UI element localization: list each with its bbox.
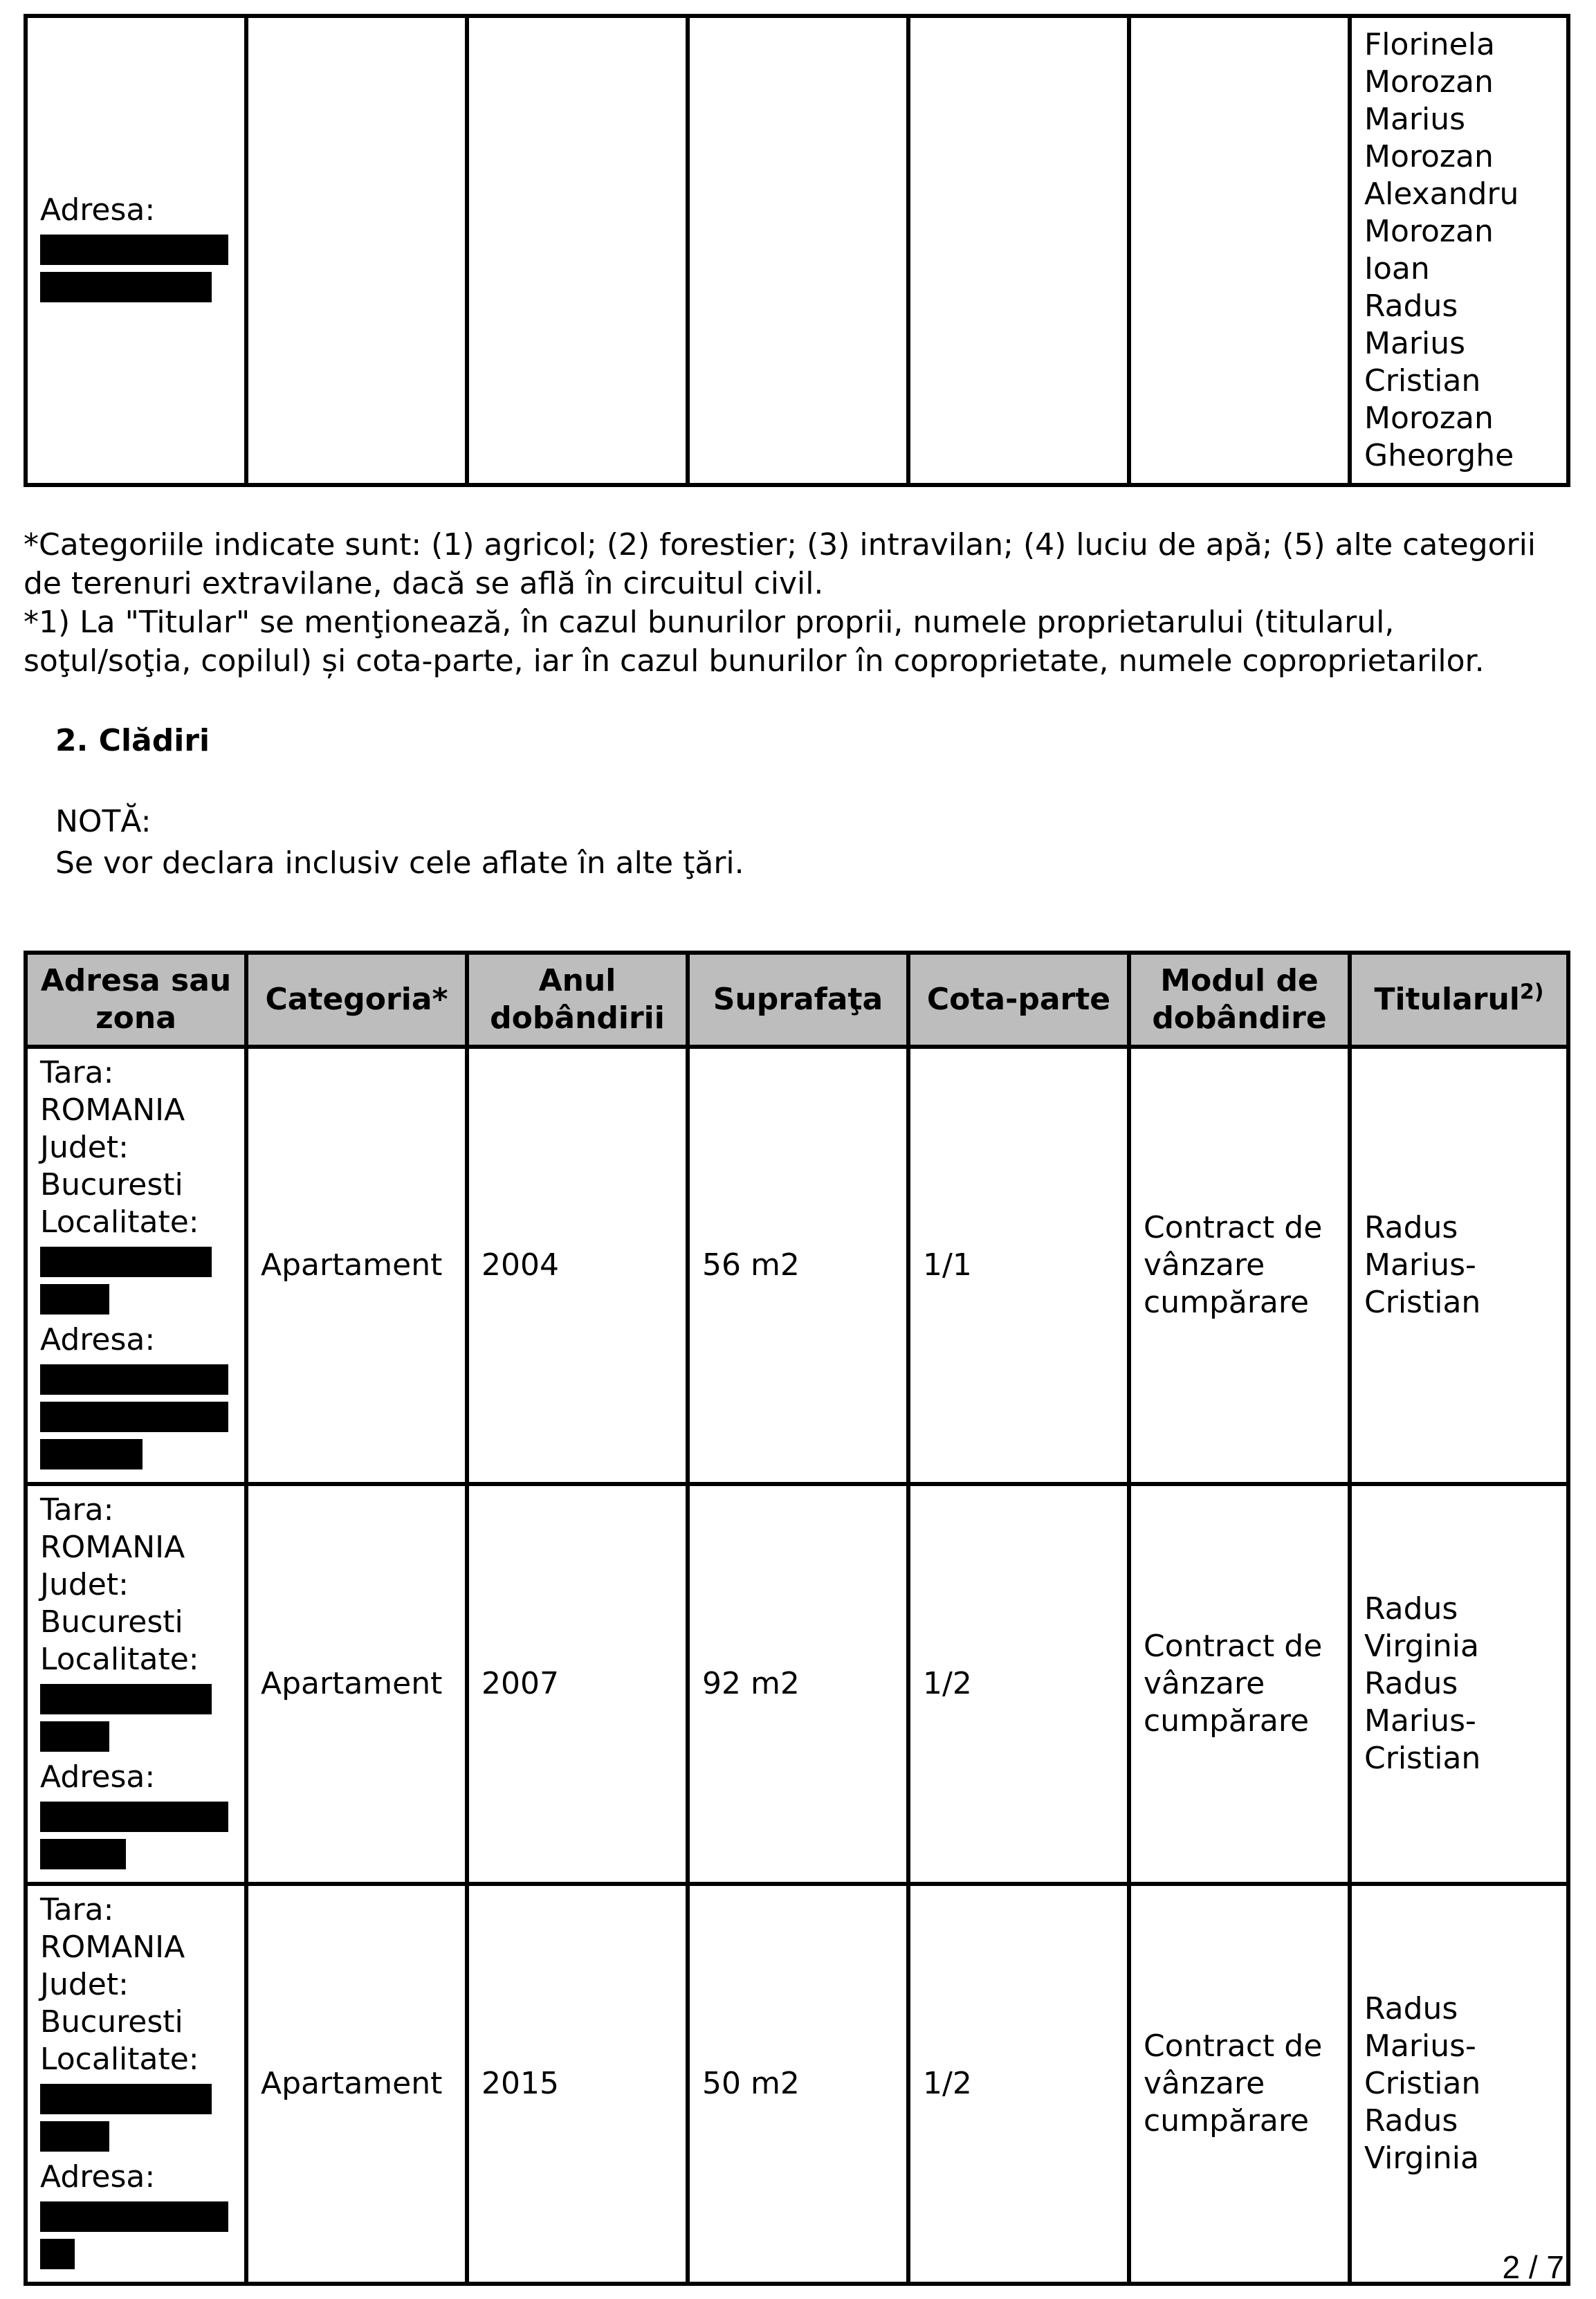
- owners-cell: [1350, 16, 1568, 485]
- address-cell: [26, 1884, 246, 2284]
- owner-name: Morozan: [1364, 64, 1494, 100]
- footnotes: [24, 526, 1566, 681]
- redaction-bar: [40, 1247, 212, 1277]
- table-row: [26, 1884, 1568, 2284]
- redaction-bar: [40, 1721, 109, 1752]
- county-label: Judet: Bucuresti: [40, 1130, 183, 1202]
- titular-note: *1) La "Titular" se menţionează, în cazul bunurilor proprii, numele proprietarului (titularul, soţul/soţia, copilul) și cota-parte, iar în cazul bunurilor în coproprietate, numele coproprietarilor.: [24, 605, 1485, 679]
- header-titular: [1350, 953, 1568, 1047]
- owner-name: Florinela: [1364, 27, 1495, 62]
- table-row: [26, 1484, 1568, 1884]
- year-cell: 2015: [467, 1884, 688, 2284]
- header-adresa: Adresa sau zona: [26, 953, 246, 1047]
- buildings-table: [24, 951, 1570, 2286]
- area-cell: 92 m2: [688, 1484, 908, 1884]
- locality-label: Localitate:: [40, 1642, 199, 1677]
- country-label: Tara: ROMANIA: [40, 1055, 185, 1128]
- county-label: Judet: Bucuresti: [40, 1967, 183, 2040]
- acquisition-mode-cell: Contract de vânzare cumpărare: [1129, 1884, 1350, 2284]
- county-label: Judet: Bucuresti: [40, 1567, 183, 1640]
- header-titular-label: Titularul: [1374, 982, 1520, 1017]
- table-row: [26, 1047, 1568, 1484]
- year-cell: 2007: [467, 1484, 688, 1884]
- locality-label: Localitate:: [40, 1205, 199, 1240]
- owner-name: Ioan: [1364, 251, 1430, 286]
- redaction-bar: [40, 1802, 228, 1832]
- header-anul: Anul dobândirii: [467, 953, 688, 1047]
- owner-name: Radus: [1364, 288, 1458, 324]
- category-cell: Apartament: [246, 1484, 467, 1884]
- area-cell: 56 m2: [688, 1047, 908, 1484]
- header-categoria: Categoria*: [246, 953, 467, 1047]
- address-label: Adresa:: [40, 2159, 156, 2195]
- empty-cell: [1129, 16, 1350, 485]
- address-cell: [26, 1484, 246, 1884]
- section-title: 2. Clădiri: [55, 723, 210, 758]
- address-cell: [26, 1047, 246, 1484]
- owner-name: Morozan: [1364, 214, 1494, 249]
- year-cell: 2004: [467, 1047, 688, 1484]
- redaction-bar: [40, 2239, 75, 2269]
- owner-name: Marius: [1364, 326, 1466, 361]
- nota-label: NOTĂ:: [55, 804, 152, 839]
- acquisition-mode-cell: Contract de vânzare cumpărare: [1129, 1047, 1350, 1484]
- category-cell: Apartament: [246, 1047, 467, 1484]
- header-modul: Modul de dobândire: [1129, 953, 1350, 1047]
- empty-cell: [908, 16, 1129, 485]
- redaction-bar: [40, 2121, 109, 2152]
- owner-cell: Radus Marius-Cristian: [1350, 1047, 1568, 1484]
- empty-cell: [467, 16, 688, 485]
- redaction-bar: [40, 1402, 228, 1432]
- header-cota: Cota-parte: [908, 953, 1129, 1047]
- owner-name: Alexandru: [1364, 176, 1519, 212]
- redaction-bar: [40, 2084, 212, 2114]
- owner-name: Cristian: [1364, 363, 1481, 399]
- redaction-bar: [40, 1439, 143, 1469]
- share-cell: 1/2: [908, 1884, 1129, 2284]
- header-titular-footnote: 2): [1519, 980, 1544, 1005]
- redaction-bar: [40, 2201, 228, 2232]
- redaction-bar: [40, 235, 228, 265]
- redaction-bar: [40, 1364, 228, 1395]
- country-label: Tara: ROMANIA: [40, 1492, 185, 1565]
- share-cell: 1/1: [908, 1047, 1129, 1484]
- nota-text: Se vor declara inclusiv cele aflate în alte ţări.: [55, 845, 744, 881]
- land-table-continuation: [24, 14, 1570, 487]
- redaction-bar: [40, 1284, 109, 1315]
- owner-name: Marius: [1364, 102, 1466, 137]
- address-cell: [26, 16, 246, 485]
- redaction-bar: [40, 272, 212, 302]
- header-suprafata: Suprafaţa: [688, 953, 908, 1047]
- categories-note: *Categoriile indicate sunt: (1) agricol; (2) forestier; (3) intravilan; (4) luciu de apă; (5) alte categorii de terenuri extravilane, dacă se află în circuitul civil.: [24, 527, 1537, 601]
- owner-name: Gheorghe: [1364, 438, 1514, 473]
- empty-cell: [688, 16, 908, 485]
- empty-cell: [246, 16, 467, 485]
- redaction-bar: [40, 1684, 212, 1714]
- owner-cell: Radus Marius-Cristian Radus Virginia: [1350, 1884, 1568, 2284]
- owner-name: Morozan: [1364, 139, 1494, 174]
- redaction-bar: [40, 1839, 126, 1869]
- address-label: Adresa:: [40, 1322, 156, 1357]
- share-cell: 1/2: [908, 1484, 1129, 1884]
- address-label: Adresa:: [40, 1759, 156, 1795]
- country-label: Tara: ROMANIA: [40, 1892, 185, 1965]
- table-row: [26, 16, 1568, 485]
- page-number: 2 / 7: [1502, 2249, 1564, 2285]
- table-header-row: [26, 953, 1568, 1047]
- owner-name: Morozan: [1364, 401, 1494, 436]
- area-cell: 50 m2: [688, 1884, 908, 2284]
- acquisition-mode-cell: Contract de vânzare cumpărare: [1129, 1484, 1350, 1884]
- category-cell: Apartament: [246, 1884, 467, 2284]
- address-label: Adresa:: [40, 192, 156, 228]
- locality-label: Localitate:: [40, 2042, 199, 2077]
- owner-cell: Radus Virginia Radus Marius-Cristian: [1350, 1484, 1568, 1884]
